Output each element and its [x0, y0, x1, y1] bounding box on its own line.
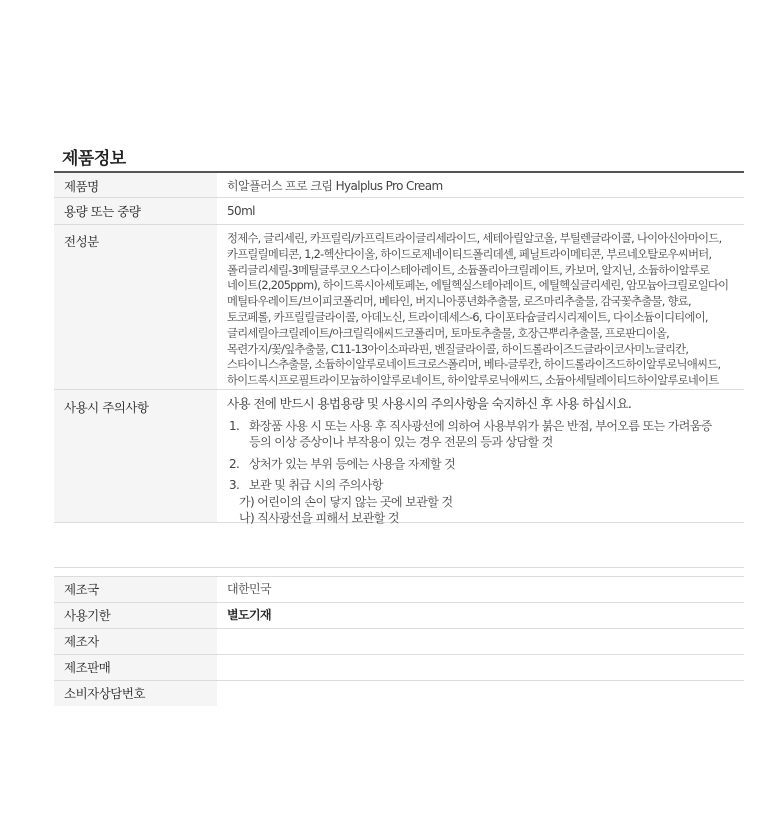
row-ingredients [54, 225, 744, 390]
caution-text: 등의 이상 증상이나 부작용이 있는 경우 전문의 등과 상담할 것 [249, 435, 553, 449]
caution-number: 3. [229, 478, 240, 492]
caution-item [229, 456, 744, 473]
manufacturer-label: 제조자 [54, 629, 217, 654]
row-expiry [54, 603, 744, 629]
caution-item [229, 477, 744, 494]
section-title: 제품정보 [62, 149, 126, 169]
product-info-table [54, 171, 744, 568]
expiry-value: 별도기재 [227, 608, 271, 622]
manufacturer-info-table [54, 576, 744, 706]
caution-text: 상처가 있는 부위 등에는 사용을 자제할 것 [249, 456, 456, 471]
origin-label: 제조국 [54, 577, 217, 602]
ingredients-line: 스타이니스추출물, 소듐하이알루로네이트크로스폴리머, 베타-글루칸, 하이드롤라이즈드하이알루로닉애씨드, [227, 358, 721, 372]
caution-number: 1. [229, 418, 240, 433]
ingredients-value [217, 225, 744, 389]
caution-number: 2. [229, 456, 240, 471]
ingredients-line: 정제수, 글리세린, 카프릴릭/카프릭트라이글리세라이드, 세테아릴알코올, 부틸렌글라이콜, 나이아신아마이드, [227, 232, 722, 245]
row-seller [54, 655, 744, 681]
manufacturer-value [217, 629, 744, 654]
row-origin [54, 577, 744, 603]
consumer-contact-value [217, 681, 744, 706]
caution-item [229, 418, 744, 451]
row-volume [54, 198, 744, 225]
caution-subitem: 가) 어린이의 손이 닿지 않는 곳에 보관할 것 [239, 494, 453, 509]
caution-text: 화장품 사용 시 또는 사용 후 직사광선에 의하여 사용부위가 붉은 반점, 부어오름 또는 가려움증 [249, 418, 712, 433]
row-manufacturer [54, 629, 744, 655]
ingredients-label: 전성분 [54, 225, 217, 389]
ingredients-line: 글리세릴아크릴레이트/아크릴릭애씨드코폴리머, 토마토추출물, 호장근뿌리추출물, 프로판디이올, [227, 326, 670, 340]
ingredients-line: 목련가지/꽃/잎추출물, C11-13아이소파라핀, 벤질글라이콜, 하이드롤라이즈드글라이코사미노글리칸, [227, 342, 689, 356]
seller-label: 제조판매 [54, 655, 217, 680]
volume-label: 용량 또는 중량 [54, 198, 217, 224]
row-product-name [54, 171, 744, 198]
caution-text: 보관 및 취급 시의 주의사항 [249, 478, 383, 492]
consumer-contact-label: 소비자상담번호 [54, 681, 217, 706]
origin-value: 대한민국 [227, 582, 271, 596]
ingredients-line: 폴리글리세릴-3메틸글루코오스다이스테아레이트, 소듐폴리아크릴레이트, 카보머, 알지닌, 소듐하이알루로 [227, 263, 710, 277]
ingredients-line: 카프릴릴메티콘, 1,2-헥산다이올, 하이드로제네이티드폴리데센, 페닐트라이메티콘, 부르네오탈로우씨버터, [227, 247, 712, 261]
table-spacer [54, 523, 744, 568]
cautions-intro: 사용 전에 반드시 용법용량 및 사용시의 주의사항을 숙지하신 후 사용 하십시요. [227, 396, 632, 411]
seller-value [217, 655, 744, 680]
cautions-label: 사용시 주의사항 [54, 390, 217, 522]
ingredients-line: 토코페롤, 카프릴릴글라이콜, 아데노신, 트라이데세스-6, 다이포타슘글리시리제이트, 다이소듐이디티에이, [227, 310, 708, 324]
row-consumer-contact [54, 681, 744, 706]
product-name-value: 히알플러스 프로 크림 Hyalplus Pro Cream [227, 179, 443, 193]
product-name-label: 제품명 [54, 173, 217, 197]
volume-value: 50ml [227, 204, 255, 218]
cautions-value [217, 390, 744, 525]
ingredients-line: 메틸타우레이트/브이피코폴리머, 베타인, 버지니아풍년화추출물, 로즈마리추출물, 감국꽃추출물, 향료, [227, 295, 691, 309]
caution-subitem: 나) 직사광선을 피해서 보관할 것 [239, 511, 399, 525]
ingredients-line: 하이드록시프로필트라이모늄하이알루로네이트, 하이알루로닉애씨드, 소듐아세틸레이티드하이알루로네이트 [227, 374, 719, 388]
row-cautions [54, 390, 744, 523]
expiry-label: 사용기한 [54, 603, 217, 628]
ingredients-line: 네이트(2,205ppm), 하이드록시아세토페논, 에틸헥실스테아레이트, 에틸헥실글리세린, 암모늄아크릴로일다이 [227, 279, 729, 293]
